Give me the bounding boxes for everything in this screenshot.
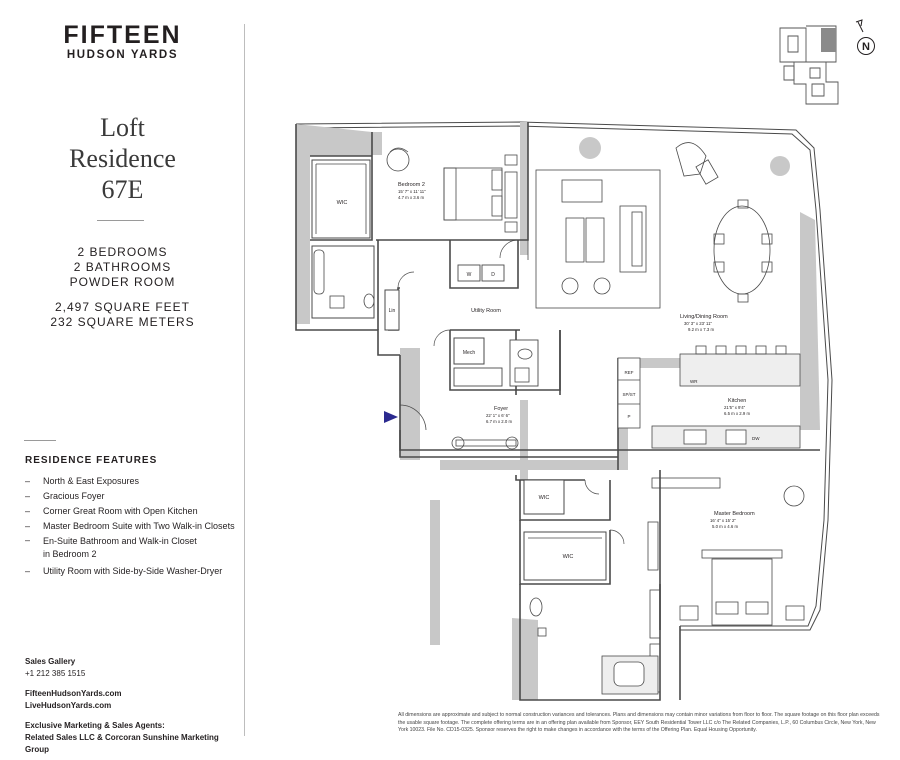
info-sidebar bbox=[0, 0, 245, 760]
door-swings bbox=[398, 240, 624, 544]
floor-plan bbox=[280, 100, 860, 710]
feature-item: – En-Suite Bathroom and Walk-in Closet in Bedroom 2 bbox=[25, 535, 197, 559]
square-feet: 2,497 SQUARE FEET bbox=[54, 300, 191, 314]
feature-item: – Corner Great Room with Open Kitchen bbox=[25, 504, 240, 519]
wic-label-master2: WIC bbox=[562, 554, 574, 560]
kitchen-dim-m: 6.5 m x 2.9 m bbox=[724, 411, 751, 416]
features-divider bbox=[24, 440, 56, 441]
master-bath bbox=[530, 590, 660, 694]
wr-label: WR bbox=[690, 379, 698, 384]
lin-label: Lin bbox=[388, 308, 396, 314]
foyer-name: Foyer bbox=[494, 406, 509, 412]
foyer-dim-m: 6.7 m x 2.0 m bbox=[486, 419, 513, 424]
master-dim-ft: 16' 4" x 15' 2" bbox=[710, 518, 736, 523]
contact-info bbox=[25, 656, 240, 756]
sidebar-divider bbox=[244, 24, 245, 736]
agents-label: Exclusive Marketing & Sales Agents: bbox=[25, 721, 165, 730]
wic-label-bed2: WIC bbox=[336, 200, 348, 206]
powder-room: POWDER ROOM bbox=[69, 275, 176, 289]
phone-number[interactable]: +1 212 385 1515 bbox=[25, 669, 86, 678]
residence-title-line3: 67E bbox=[101, 175, 144, 204]
website-link-1[interactable]: FifteenHudsonYards.com bbox=[25, 689, 122, 698]
living-furniture bbox=[528, 137, 790, 308]
feature-item: – North & East Exposures bbox=[25, 474, 240, 489]
feature-item: – Master Bedroom Suite with Two Walk-in Closets bbox=[25, 519, 240, 534]
feature-item: – Gracious Foyer bbox=[25, 489, 240, 504]
mech-label: Mech bbox=[462, 350, 476, 356]
brand-name: FIFTEEN bbox=[63, 21, 182, 49]
bedroom2-dim-m: 4.7 m x 3.6 m bbox=[398, 195, 425, 200]
dash-icon: – bbox=[25, 535, 31, 545]
living-name: Living/Dining Room bbox=[680, 314, 728, 320]
bedroom2-name: Bedroom 2 bbox=[398, 182, 425, 188]
dash-icon: – bbox=[25, 476, 31, 486]
wic-label-master1: WIC bbox=[538, 495, 550, 501]
feature-item: – Utility Room with Side-by-Side Washer-Dryer bbox=[25, 564, 240, 579]
key-plan bbox=[776, 22, 844, 106]
title-divider bbox=[97, 220, 144, 221]
residence-title-line1: Loft bbox=[100, 113, 145, 142]
dash-icon: – bbox=[25, 566, 31, 576]
legal-disclaimer: All dimensions are approximate and subject to normal construction variances and tolerances. Plans and dimensions may contain minor variations from floor to floor. The square footage on this floor plan exceeds the usable square footage. The complete offering terms are in an offering plan available from Sponsor, EEY South Residential Tower LLC c/o The Related Companies, L.P., 60 Columbus Circle, New York, New York 10023. File No. CD15-0325. Sponsor reserves the right to make changes in accordance with the terms of the Offering Plan. Equal Housing Opportunity. bbox=[398, 712, 880, 733]
area-info bbox=[0, 300, 245, 330]
utility-room-label: Utility Room bbox=[471, 308, 501, 314]
dash-icon: – bbox=[25, 491, 31, 501]
room-counts bbox=[0, 245, 245, 290]
ref-label: REF bbox=[624, 370, 634, 375]
washer-label: W bbox=[466, 272, 472, 278]
pantry-label: P bbox=[627, 414, 631, 419]
dryer-label: D bbox=[491, 272, 495, 278]
dw-label: DW bbox=[752, 436, 760, 441]
kitchen-dim-ft: 21'5" x 9'4" bbox=[724, 405, 746, 410]
master-furniture bbox=[648, 478, 804, 625]
kitchen-name: Kitchen bbox=[728, 398, 747, 404]
foyer-console bbox=[452, 437, 518, 449]
residence-title bbox=[0, 112, 245, 205]
website-link-2[interactable]: LiveHudsonYards.com bbox=[25, 701, 112, 710]
bedroom-count: 2 BEDROOMS bbox=[77, 245, 168, 259]
features-list bbox=[25, 474, 240, 579]
brand-logo bbox=[0, 22, 245, 62]
dash-icon: – bbox=[25, 506, 31, 516]
bedroom2-dim-ft: 15' 7" x 11' 11" bbox=[398, 189, 426, 194]
foyer-dim-ft: 22' 1" x 6' 6" bbox=[486, 413, 510, 418]
dash-icon: – bbox=[25, 521, 31, 531]
north-compass bbox=[850, 18, 880, 66]
brand-subname: HUDSON YARDS bbox=[66, 49, 179, 61]
master-name: Master Bedroom bbox=[714, 511, 755, 517]
square-meters: 232 SQUARE METERS bbox=[50, 315, 195, 329]
entry-arrow-icon bbox=[384, 411, 398, 423]
bathroom-count: 2 BATHROOMS bbox=[73, 260, 172, 274]
north-label: N bbox=[862, 41, 870, 53]
living-dim-m: 9.2 m x 7.3 m bbox=[688, 327, 715, 332]
master-dim-m: 5.0 m x 4.6 m bbox=[712, 524, 739, 529]
spst-label: SP/ST bbox=[622, 392, 636, 397]
features-heading: RESIDENCE FEATURES bbox=[25, 455, 158, 466]
residence-title-line2: Residence bbox=[69, 144, 176, 173]
sales-gallery-label: Sales Gallery bbox=[25, 657, 76, 666]
living-dim-ft: 30' 3" x 23' 11" bbox=[684, 321, 713, 326]
agents-names: Related Sales LLC & Corcoran Sunshine Marketing Group bbox=[25, 733, 219, 754]
